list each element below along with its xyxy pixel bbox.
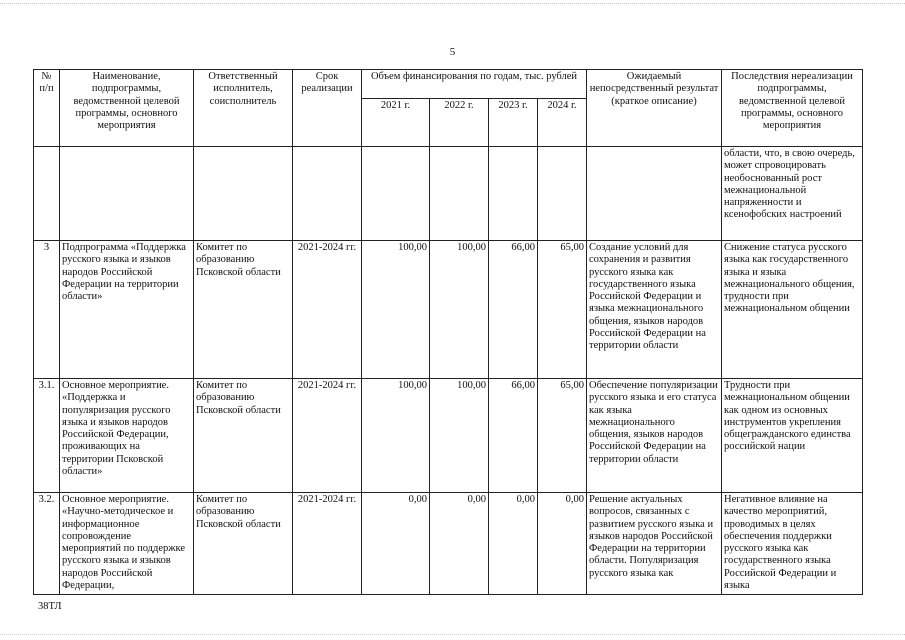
cell-num: 3 [34, 241, 60, 379]
scan-artifact-bottom [0, 634, 905, 636]
header-funding: Объем финансирования по годам, тыс. рублей [362, 70, 587, 99]
header-num: № п/п [34, 70, 60, 147]
header-name: Наименование, подпрограммы, ведомственной целевой программы, основного мероприятия [60, 70, 194, 147]
scan-artifact-top [0, 3, 905, 5]
header-consequences: Последствия нереализации подпрограммы, ведомственной целевой программы, основного мероприятия [722, 70, 863, 147]
cell-2021: 0,00 [362, 493, 430, 595]
cell-result: Решение актуальных вопросов, связанных с развитием русского языка и языков народов Российской Федерации на территории области. Популяризация русского языка как [587, 493, 722, 595]
cell-2021 [362, 147, 430, 241]
cell-consequences: Негативное влияние на качество мероприятий, проводимых в целях обеспечения поддержки русского языка как государственного языка Российской Федерации и языка [722, 493, 863, 595]
cell-executor: Комитет по образованию Псковской области [194, 241, 293, 379]
table-row [34, 147, 863, 241]
cell-num: 3.1. [34, 379, 60, 493]
cell-term: 2021-2024 гг. [293, 241, 362, 379]
header-year-2024: 2024 г. [538, 99, 587, 147]
cell-executor: Комитет по образованию Псковской области [194, 379, 293, 493]
cell-executor [194, 147, 293, 241]
cell-num: 3.2. [34, 493, 60, 595]
header-term: Срок реализации [293, 70, 362, 147]
table-row [34, 241, 863, 379]
cell-name: Основное мероприятие. «Научно-методическое и информационное сопровождение мероприятий по поддержке русского языка и языков народов Российской Федерации, [60, 493, 194, 595]
cell-2021: 100,00 [362, 241, 430, 379]
cell-2022: 0,00 [430, 493, 489, 595]
cell-name: Подпрограмма «Поддержка русского языка и языков народов Российской Федерации на территории области» [60, 241, 194, 379]
program-table [33, 69, 863, 595]
cell-2024: 0,00 [538, 493, 587, 595]
cell-2022: 100,00 [430, 241, 489, 379]
cell-2023 [489, 147, 538, 241]
table-row [34, 493, 863, 595]
cell-consequences: Трудности при межнациональном общении как одном из основных инструментов укрепления общегражданского единства российской нации [722, 379, 863, 493]
cell-term [293, 147, 362, 241]
cell-2024: 65,00 [538, 379, 587, 493]
cell-term: 2021-2024 гг. [293, 379, 362, 493]
page-number: 5 [449, 46, 456, 58]
cell-2024: 65,00 [538, 241, 587, 379]
cell-result: Создание условий для сохранения и развития русского языка как государственного языка Российской Федерации и языка межнационального общения, языков народов Российской Федерации на территории области [587, 241, 722, 379]
table-row [34, 379, 863, 493]
header-year-2021: 2021 г. [362, 99, 430, 147]
cell-2021: 100,00 [362, 379, 430, 493]
cell-num [34, 147, 60, 241]
cell-2022: 100,00 [430, 379, 489, 493]
cell-name [60, 147, 194, 241]
footer-document-code: 38ТЛ [38, 601, 62, 612]
header-year-2023: 2023 г. [489, 99, 538, 147]
cell-2023: 0,00 [489, 493, 538, 595]
cell-result: Обеспечение популяризации русского языка и его статуса как языка межнационального общения, языков народов Российской Федерации на территории области [587, 379, 722, 493]
cell-consequences: области, что, в свою очередь, может спровоцировать необоснованный рост межнациональной напряженности и ксенофобских настроений [722, 147, 863, 241]
cell-name: Основное мероприятие. «Поддержка и популяризация русского языка и языков народов Российской Федерации, проживающих на территории Псковской области» [60, 379, 194, 493]
cell-consequences: Снижение статуса русского языка как государственного языка и языка межнационального общения, трудности при межнациональном общении [722, 241, 863, 379]
cell-2023: 66,00 [489, 241, 538, 379]
header-executor: Ответственный исполнитель, соисполнитель [194, 70, 293, 147]
header-year-2022: 2022 г. [430, 99, 489, 147]
cell-2023: 66,00 [489, 379, 538, 493]
cell-term: 2021-2024 гг. [293, 493, 362, 595]
cell-2022 [430, 147, 489, 241]
cell-executor: Комитет по образованию Псковской области [194, 493, 293, 595]
cell-result [587, 147, 722, 241]
cell-2024 [538, 147, 587, 241]
header-result: Ожидаемый непосредственный результат (краткое описание) [587, 70, 722, 147]
